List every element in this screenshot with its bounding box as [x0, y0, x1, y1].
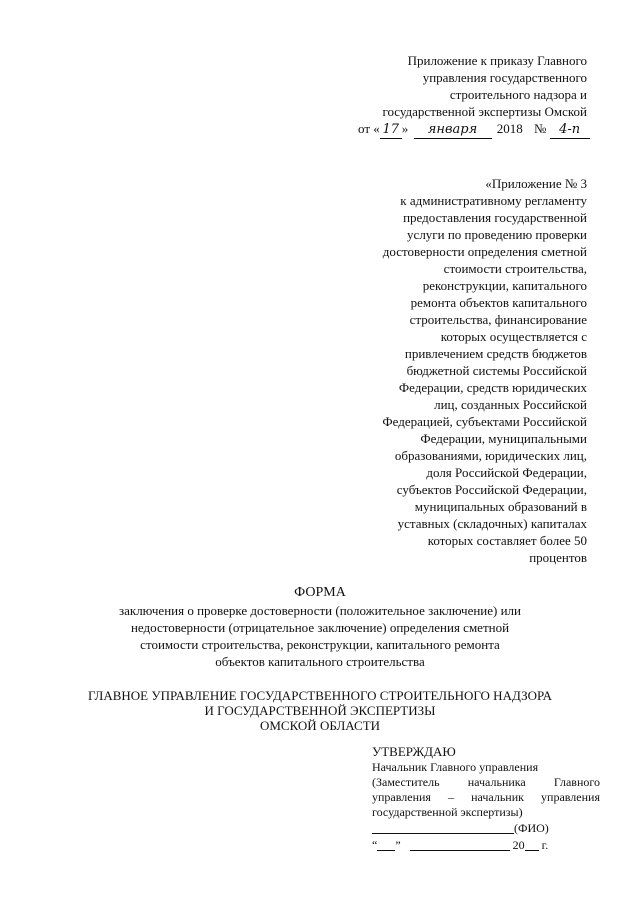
- date-open-quote: “: [372, 838, 378, 852]
- header-line-1: Приложение к приказу Главного: [407, 53, 587, 68]
- order-number-handwritten: 4-п: [550, 122, 590, 139]
- form-description-line: недостоверности (отрицательное заключение) определения сметной: [130, 620, 510, 635]
- appendix-line: муниципальных образований в: [414, 499, 587, 514]
- form-description-line: объектов капитального строительства: [215, 654, 425, 669]
- date-year: 2018: [496, 121, 523, 136]
- appendix-line: привлечением средств бюджетов: [404, 346, 587, 361]
- deputy-position-line: государственной экспертизы): [372, 805, 523, 819]
- month-blank: [410, 838, 510, 851]
- appendix-line: Федерации, муниципальными: [420, 431, 587, 446]
- date-close-quote: ”: [395, 838, 401, 852]
- appendix-line: бюджетной системы Российской: [406, 363, 587, 378]
- appendix-line: Федерацией, субъектами Российской: [382, 414, 587, 429]
- form-description-line: заключения о проверке достоверности (положительное заключение) или: [118, 603, 522, 618]
- year-prefix: 20: [512, 838, 525, 852]
- organization-name-line: ГЛАВНОЕ УПРАВЛЕНИЕ ГОСУДАРСТВЕННОГО СТРОИТЕЛЬНОГО НАДЗОРА: [87, 688, 553, 703]
- header-line-2: управления государственного: [422, 70, 587, 85]
- appendix-line: стоимости строительства,: [443, 261, 587, 276]
- appendix-line: которых осуществляется с: [440, 329, 587, 344]
- appendix-line: процентов: [529, 550, 587, 565]
- appendix-line: лиц, созданных Российской: [434, 397, 587, 412]
- appendix-line: услуги по проведению проверки: [407, 227, 587, 242]
- appendix-line: к административному регламенту: [400, 193, 587, 208]
- signature-blank: [372, 821, 514, 834]
- organization-name-line: ОМСКОЙ ОБЛАСТИ: [259, 718, 381, 733]
- appendix-line: «Приложение № 3: [485, 176, 587, 191]
- appendix-line: доля Российской Федерации,: [426, 465, 587, 480]
- appendix-line: уставных (складочных) капиталах: [397, 516, 587, 531]
- date-prefix: от «: [358, 121, 380, 136]
- appendix-line: Федерации, средств юридических: [398, 380, 587, 395]
- date-month-handwritten: января: [414, 122, 492, 139]
- order-number-label: №: [534, 121, 547, 136]
- deputy-position-line: управления – начальник управления: [372, 790, 600, 804]
- approve-title: УТВЕРЖДАЮ: [372, 744, 456, 759]
- appendix-line: субъектов Российской Федерации,: [396, 482, 587, 497]
- appendix-line: которых составляет более 50: [427, 533, 587, 548]
- organization-name-line: И ГОСУДАРСТВЕННОЙ ЭКСПЕРТИЗЫ: [204, 703, 436, 718]
- appendix-line: достоверности определения сметной: [382, 244, 587, 259]
- header-line-4: государственной экспертизы Омской: [382, 104, 587, 119]
- date-mid: »: [401, 121, 409, 136]
- appendix-line: реконструкции, капитального: [422, 278, 587, 293]
- fio-signature-line: [372, 821, 600, 836]
- year-suffix: г.: [541, 838, 549, 852]
- day-blank: [377, 838, 395, 851]
- approver-position: Начальник Главного управления: [372, 760, 539, 774]
- appendix-line: ремонта объектов капитального: [410, 295, 587, 310]
- year-blank: [525, 838, 539, 851]
- fio-label: (ФИО): [514, 821, 549, 835]
- header-line-3: строительного надзора и: [449, 87, 587, 102]
- appendix-line: предоставления государственной: [403, 210, 587, 225]
- appendix-line: строительства, финансирование: [409, 312, 587, 327]
- deputy-position-line: (Заместитель начальника Главного: [372, 775, 600, 789]
- order-date-line: [358, 121, 590, 139]
- form-title: ФОРМА: [294, 585, 346, 600]
- date-day-handwritten: 17: [380, 122, 402, 139]
- form-description-line: стоимости строительства, реконструкции, капитального ремонта: [140, 637, 500, 652]
- appendix-line: образованиями, юридических лиц,: [394, 448, 587, 463]
- approval-date-line: [372, 838, 600, 853]
